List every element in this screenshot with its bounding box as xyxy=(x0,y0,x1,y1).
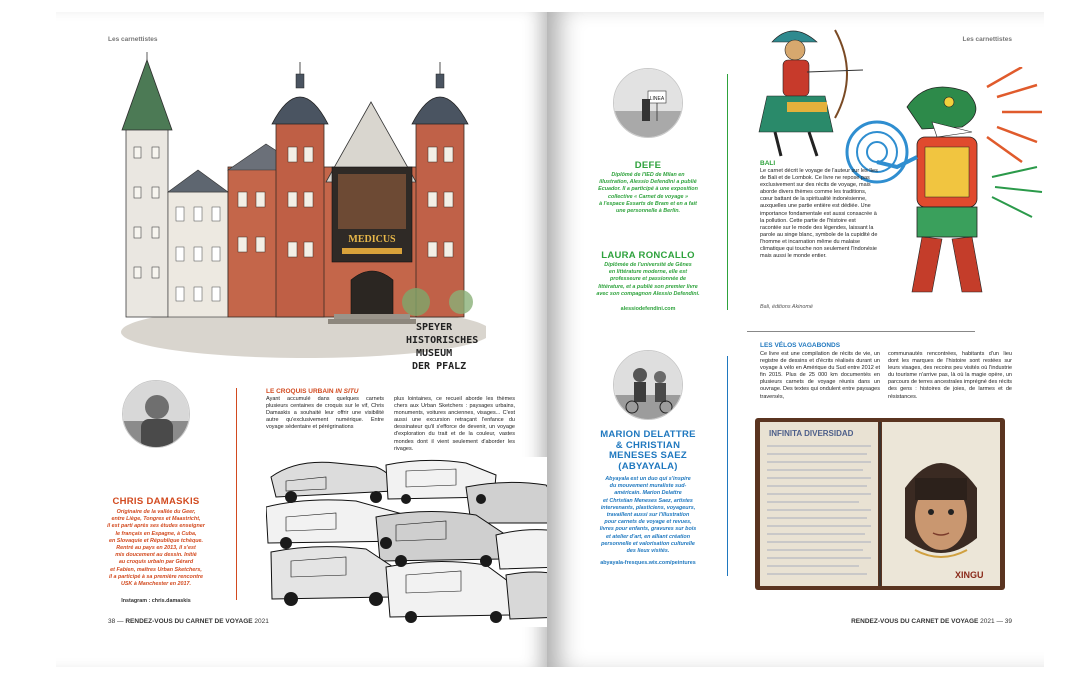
article-heading: LE CROQUIS URBAIN IN SITU xyxy=(266,388,359,395)
laura-name: LAURA RONCALLO xyxy=(601,250,695,261)
defe-name: DEFE xyxy=(634,160,662,171)
defe-bio: Diplômé de l'IED de Milan en illustration, Alessio Defendini a publié Ecuador. Il a participé à une exposition collective « Carnet de voyage » à l'espace Essarts de Bram et en a fait une personnelle à Berlin. xyxy=(598,172,698,215)
bali-text: Le carnet décrit le voyage de l'auteur sur les îles de Bali et de Lombok. Ce livre ne repose pas exclusivement sur des récits de voyage, mais aborde divers thèmes comme les traditions, cœur battant de la spiritualité indonésienne, auxquelles une partie entière est dédiée. Une importance fondamentale est aussi consacrée à la pollution. Cette partie de l'histoire est racontée sur le mode des légendes, laissant la parole au singe blanc, symbole de la cupidité de l'homme et incarnation même du malaise climatique qui touche non seulement l'Indonésie mais aussi le monde entier. xyxy=(760,168,878,260)
chris-damaskis-portrait xyxy=(122,380,190,448)
bali-heading: BALI xyxy=(760,160,776,167)
notebook-sketch xyxy=(755,418,1005,590)
svg-text:DER PFALZ: DER PFALZ xyxy=(412,361,467,372)
velos-col-2: communautés rencontrées, habitants d'un lieu dont les marques de l'histoire sont restées sur leurs visages, des recoins peu visités où l'industrie du tourisme n'arrive pas, là où la magie opère, un parcours de terres ancestrales imprégné des récits des gens : histoires de joies, de larmes et de résistances. xyxy=(888,351,1012,400)
svg-text:HISTORISCHES: HISTORISCHES xyxy=(406,335,479,346)
svg-text:LINEA: LINEA xyxy=(649,96,665,102)
running-head: Les carnettistes xyxy=(962,36,1012,43)
laura-website[interactable]: alessiodefendini.com xyxy=(620,306,676,312)
defe-portrait xyxy=(613,68,683,138)
folio-left: 38 — RENDEZ-VOUS DU CARNET DE VOYAGE 2021 xyxy=(108,618,269,625)
velos-col-1: Ce livre est une compilation de récits de vie, un registre de dessins et d'écrits réalisés durant un voyage à vélo en Amérique du Sud entre 2012 et fin 2015. Plus de 25 000 km documentés en plusieurs carnets de voyage réunis dans un ouvrage. Des textes qui ondulent entre paysages traversés, xyxy=(760,351,880,400)
svg-text:MUSEUM: MUSEUM xyxy=(416,348,453,359)
left-page xyxy=(56,12,547,667)
abyayala-bio: Abyayala est un duo qui s'inspire du mouvement muraliste sud- américain. Marion Delattre et Christian Meneses Saez, artistes intervenants, plasticiens, voyageurs, travaillent aussi sur l'illustration pour carnets de voyage et revues, livres pour enfants, gravures sur bois et atelier d'art, en alliant création personnelle et valorisation culturelle des lieux visités. xyxy=(599,476,697,555)
svg-text:SPEYER: SPEYER xyxy=(416,322,453,333)
artist-bio: Originaire de la vallée du Geer, entre Liège, Tongres et Maastricht, il est parti après ses études enseigner le français en Espagne, à Cuba, en Slovaquie et République tchèque. Rentré au pays en 2013, il s'est mis doucement au dessin. Initié au croquis urbain par Gérard et Fabien, maîtres Urban Sketchers, il a participé à sa première rencontre USK à Manchester en 2017. xyxy=(107,509,205,588)
abyayala-name: MARION DELATTRE & CHRISTIAN MENESES SAEZ (ABYAYALA) xyxy=(600,429,696,472)
article-col-1: Ayant accumulé dans quelques carnets plusieurs centaines de croquis sur le vif, Chris Damaskis a souhaité leur offrir une visibilité autre qu'exclusivement numérique. Entre voyage sédentaire et pérégrinations xyxy=(266,396,384,431)
artist-name: CHRIS DAMASKIS xyxy=(112,496,200,507)
artist-instagram[interactable]: Instagram : chris.damaskis xyxy=(121,598,191,604)
folio-right: RENDEZ-VOUS DU CARNET DE VOYAGE 2021 — 39 xyxy=(851,618,1012,625)
abyayala-portrait xyxy=(613,350,683,420)
bali-caption: Bali, éditions Akinomé xyxy=(760,304,813,310)
laura-bio: Diplômée de l'université de Gênes en littérature moderne, elle est professeure et passionnée de littérature, et a publié son premier livre avec son compagnon Alessio Defendini. xyxy=(596,262,700,297)
banner-text: MEDICUS xyxy=(348,234,396,245)
velos-heading: LES VÉLOS VAGABONDS xyxy=(760,342,841,349)
column-rule-top xyxy=(727,74,728,310)
column-rule xyxy=(236,388,237,600)
car-pile-ink-sketch xyxy=(266,457,547,627)
right-page xyxy=(547,12,1044,667)
article-col-2: plus lointaines, ce recueil aborde les thèmes chers aux Urban Sketchers : paysages urbains, monuments, voitures anciennes, visages... C'est aussi une excursion retraçant l'enfance du dessinateur qu'il s'efforce de devenir, un voyage d'exploration du trait et de la couleur, vastes mondes dont il vient seulement d'aborder les rivages. xyxy=(394,396,515,452)
section-divider xyxy=(747,331,975,332)
column-rule-bottom xyxy=(727,356,728,576)
svg-text:XINGU: XINGU xyxy=(955,570,984,580)
speyer-museum-sketch xyxy=(116,52,486,372)
svg-text:INFINITA DIVERSIDAD: INFINITA DIVERSIDAD xyxy=(769,429,854,438)
abyayala-website[interactable]: abyayala-fresques.wix.com/peintures xyxy=(600,560,696,566)
running-head: Les carnettistes xyxy=(108,36,158,43)
